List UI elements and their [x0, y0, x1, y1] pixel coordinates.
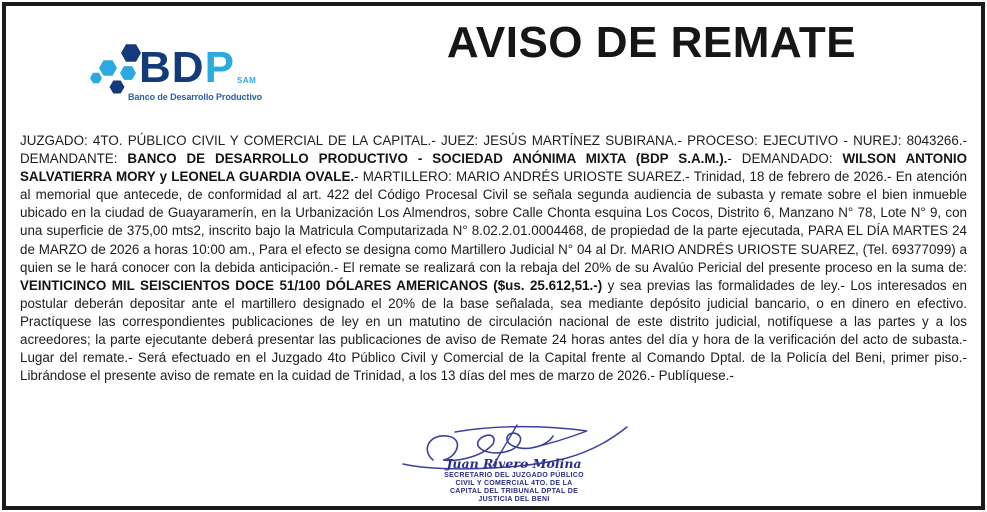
bdp-wordmark [139, 43, 235, 92]
signatory-name: Juan Rivero Molina [446, 456, 582, 471]
stamp-line: CIVIL Y COMERCIAL 4TO. DE LA [455, 480, 573, 487]
bdp-letter-p: P [204, 43, 235, 92]
bdp-sam-label: SAM [237, 76, 257, 85]
body-segment-bold: VEINTICINCO MIL SEISCIENTOS DOCE 51/100 DÓLARES AMERICANOS ($us. 25.612,51.-) [20, 277, 603, 293]
bdp-logo [90, 40, 290, 106]
body-segment: JUZGADO: 4TO. PÚBLICO CIVIL Y COMERCIAL DE LA CAPITAL.- JUEZ: JESÚS MARTÍNEZ SUBIRANA.- PROCESO: EJECUTIVO - NUREJ: 8043266.- DEMANDANTE: [20, 133, 967, 167]
bdp-letters-bd: BD [139, 43, 205, 92]
bdp-hexagons-icon [90, 40, 146, 98]
body-segment: - MARTILLERO: MARIO ANDRÉS URIOSTE SUAREZ.- Trinidad, 18 de febrero de 2026.- En atención al memorial que antecede, de conformidad al art. 422 del Código Procesal Civil se señala segunda audiencia de subasta y remate sobre el bien inmueble ubicado en la ciudad de Guayaramerín, en la Urbanización Los Almendros, sobre Calle Chonta esquina Los Cocos, Distrito 6, Manzano N° 78, Lote N° 9, con una superficie de 375,00 mts2, inscrito bajo la Matricula Computarizada N° 8.02.2.01.0004468, de propiedad de la parte ejecutada, PARA EL DÍA MARTES 24 de MARZO de 2026 a horas 10:00 am., Para el efecto se designa como Martillero Judicial N° 04 al Dr. MARIO ANDRÉS URIOSTE SUAREZ, (Tel. 69377099) a quien se le hará conocer con la debida anticipación.- El remate se realizará con la rebaja del 20% de su Avalúo Pericial del presente proceso en la suma de: [20, 169, 967, 275]
stamp-text [389, 472, 639, 504]
signature-block [389, 424, 639, 504]
stamp-line: SECRETARIO DEL JUZGADO PÚBLICO [444, 472, 584, 479]
notice-body-text [20, 132, 967, 385]
bdp-tagline: Banco de Desarrollo Productivo [128, 92, 263, 102]
body-segment-bold: BANCO DE DESARROLLO PRODUCTIVO - SOCIEDAD ANÓNIMA MIXTA (BDP S.A.M.). [127, 151, 728, 167]
page-title: AVISO DE REMATE [446, 18, 857, 67]
stamp-line: CAPITAL DEL TRIBUNAL DPTAL DE [449, 488, 579, 495]
body-segment: - DEMANDADO: [727, 151, 843, 167]
aviso-de-remate-document [2, 2, 985, 510]
body-segment: y sea previas las formalidades de ley.- Los interesados en postular deberán depositar ante el martillero designado el 20% de la base señalada, sea mediante depósito judicial bancario, o en dinero en efectivo. Practíquese las correspondientes publicaciones de ley en un matutino de circulación nacional de este distrito judicial, notifíquese a las partes y a los acreedores; la parte ejecutante deberá presentar las publicaciones de aviso de Remate 24 horas antes del día y hora de la verificación del acto de subasta.- Lugar del remate.- Será efectuado en el Juzgado 4to Público Civil y Comercial de la Capital frente al Comando Dptal. de la Policía del Beni, primer piso.- Librándose el presente aviso de remate en la cuidad de Trinidad, a los 13 días del mes de marzo de 2026.- Publíquese.- [20, 277, 967, 384]
body-segment-bold: WILSON ANTONIO SALVATIERRA MORY y LEONELA GUARDIA OVALE. [20, 151, 968, 185]
stamp-line: JUSTICIA DEL BENI [478, 496, 550, 503]
